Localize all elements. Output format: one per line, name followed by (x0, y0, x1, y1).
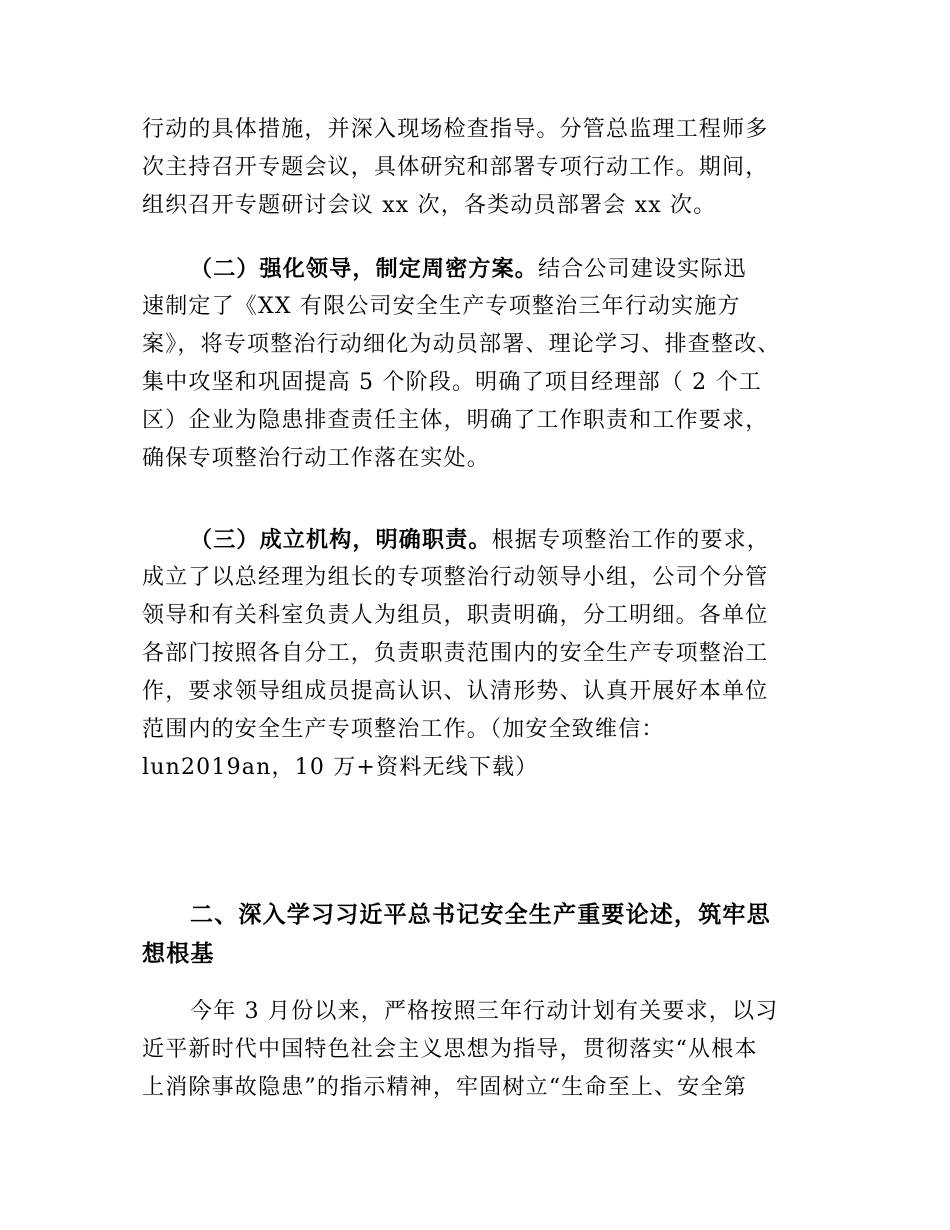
section-heading (142, 895, 822, 973)
text-line: 上消除事故隐患”的指示精神，牢固树立“生命至上、安全第 (142, 1075, 747, 1100)
paragraph-2 (142, 250, 822, 478)
text-line: 集中攻坚和巩固提高 5 个阶段。明确了项目经理部（ 2 个工 (142, 370, 762, 395)
text-line: 今年 3 月份以来，严格按照三年行动计划有关要求，以习 (190, 999, 779, 1024)
text-line: 各部门按照各自分工，负责职责范围内的安全生产专项整治工 (142, 641, 769, 666)
paragraph-lead-rest: 根据专项整治工作的要求， (491, 528, 771, 553)
paragraph-lead: （三）成立机构，明确职责。 (190, 527, 492, 553)
paragraph-lead: （二）强化领导，制定周密方案。 (190, 256, 539, 282)
text-line: 确保专项整治行动工作落在实处。 (142, 446, 491, 471)
heading-line: 想根基 (142, 940, 215, 967)
text-line: lun2019an，10 万+资料无线下载） (142, 755, 539, 780)
text-line (142, 521, 822, 559)
text-line: 范围内的安全生产专项整治工作。（加安全致维信： (142, 717, 665, 742)
text-line (142, 250, 822, 288)
heading-line: 二、深入学习习近平总书记安全生产重要论述，筑牢思 (190, 901, 771, 928)
text-line: 成立了以总经理为组长的专项整治行动领导小组，公司个分管 (142, 565, 769, 590)
text-line: 近平新时代中国特色社会主义思想为指导，贯彻落实“从根本 (142, 1037, 758, 1062)
text-line: 领导和有关科室负责人为组员，职责明确，分工明细。各单位 (142, 603, 769, 628)
paragraph-1 (142, 111, 822, 225)
text-line: 行动的具体措施，并深入现场检查指导。分管总监理工程师多 (142, 117, 769, 142)
paragraph-4 (142, 993, 822, 1107)
text-line: 区）企业为隐患排查责任主体，明确了工作职责和工作要求， (142, 408, 769, 433)
text-line: 次主持召开专题会议，具体研究和部署专项行动工作。期间， (142, 155, 769, 180)
text-line: 作，要求领导组成员提高认识、认清形势、认真开展好本单位 (142, 679, 769, 704)
text-line: 组织召开专题研讨会议 xx 次，各类动员部署会 xx 次。 (142, 193, 717, 218)
text-line: 速制定了《XX 有限公司安全生产专项整治三年行动实施方 (142, 294, 741, 319)
text-line: 案》，将专项整治行动细化为动员部署、理论学习、排查整改、 (142, 332, 781, 357)
paragraph-lead-rest: 结合公司建设实际迅 (538, 257, 747, 282)
paragraph-3 (142, 521, 822, 787)
